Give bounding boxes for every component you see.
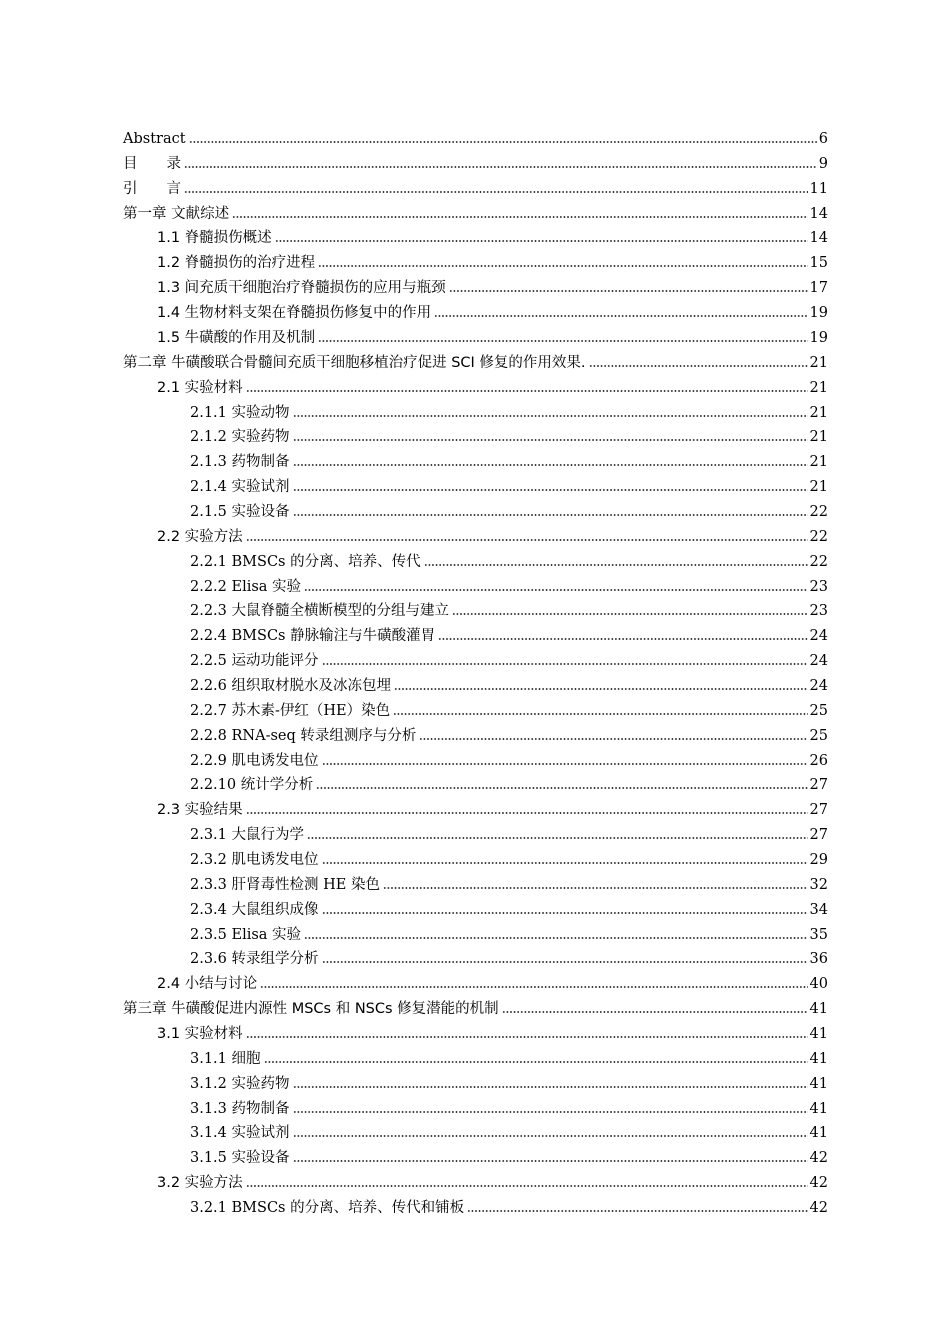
toc-entry-title: 3.1.3 药物制备: [190, 1100, 290, 1117]
toc-page-number: 25: [809, 702, 828, 719]
dot-leader: [293, 1134, 808, 1138]
toc-entry[interactable]: [190, 920, 828, 944]
toc-entry[interactable]: [190, 671, 828, 695]
toc-page-number: 24: [809, 628, 828, 645]
toc-entry[interactable]: [190, 1044, 828, 1068]
toc-entry-title: 2.3.5 Elisa 实验: [190, 926, 302, 943]
toc-entry[interactable]: [190, 770, 828, 794]
dot-leader: [589, 364, 808, 368]
dot-leader: [322, 762, 808, 766]
toc-entry-title: 3.1 实验材料: [157, 1026, 243, 1042]
dot-leader: [438, 637, 807, 641]
toc-entry-title: 1.1 脊髓损伤概述: [157, 230, 272, 247]
toc-page-number: 27: [809, 777, 828, 794]
toc-entry-title: 2.2.10 统计学分析: [190, 777, 314, 794]
toc-entry-title: 目 录: [123, 155, 181, 172]
dot-leader: [467, 1209, 807, 1213]
toc-entry-title: 2.1.4 实验试剂: [190, 479, 290, 495]
dot-leader: [322, 911, 808, 915]
toc-entry-title: 2.2.1 BMSCs 的分离、培养、传代: [190, 553, 421, 570]
toc-entry-title: 2.2.9 肌电诱发电位: [190, 752, 319, 769]
dot-leader: [246, 1184, 808, 1188]
toc-page-number: 42: [809, 1175, 828, 1192]
dot-leader: [232, 215, 807, 219]
toc-entry[interactable]: [190, 944, 828, 968]
dot-leader: [419, 737, 807, 741]
dot-leader: [293, 1085, 808, 1089]
toc-entry-title: 2.1.2 实验药物: [190, 429, 290, 446]
dot-leader: [424, 563, 808, 567]
dot-leader: [394, 687, 808, 691]
toc-entry-title: 2.1.3 药物制备: [190, 454, 290, 471]
toc-entry-title: 2.1.1 实验动物: [190, 404, 290, 421]
dot-leader: [322, 662, 808, 666]
toc-page-number: 32: [809, 876, 828, 893]
toc-page-number: 41: [809, 1001, 828, 1018]
toc-entry[interactable]: [190, 646, 828, 670]
toc-page-number: 19: [809, 329, 828, 346]
toc-entry-title: 2.3 实验结果: [157, 802, 243, 819]
dot-leader: [383, 886, 808, 890]
toc-entry[interactable]: [190, 547, 828, 571]
dot-leader: [293, 414, 808, 418]
toc-page-number: 27: [809, 827, 828, 844]
dot-leader: [246, 811, 808, 815]
toc-entry-title: 3.1.1 细胞: [190, 1050, 261, 1067]
dot-leader: [293, 463, 808, 467]
dot-leader: [322, 861, 808, 865]
toc-entry[interactable]: [157, 795, 828, 819]
toc-entry[interactable]: [190, 696, 828, 720]
toc-page-number: 41: [809, 1075, 828, 1092]
dot-leader: [393, 712, 807, 716]
toc-page-number: 36: [809, 951, 828, 968]
toc-entry[interactable]: [123, 348, 828, 372]
toc-entry-title: 2.2.6 组织取材脱水及冰冻包埋: [190, 677, 392, 694]
toc-page-number: 24: [809, 677, 828, 694]
toc-page-number: 29: [809, 851, 828, 868]
toc-entry[interactable]: [123, 174, 828, 198]
toc-entry-title: 2.3.6 转录组学分析: [190, 951, 319, 968]
toc-page-number: 21: [809, 454, 828, 471]
toc-page-number: 9: [818, 155, 828, 172]
dot-leader: [304, 588, 807, 592]
toc-page-number: 22: [809, 528, 828, 545]
toc-page-number: 21: [809, 479, 828, 495]
toc-entry[interactable]: [190, 845, 828, 869]
dot-leader: [449, 289, 808, 293]
dot-leader: [304, 936, 807, 940]
toc-entry-title: 2.2.8 RNA-seq 转录组测序与分析: [190, 727, 417, 744]
toc-entry-title: 第一章 文献综述: [123, 205, 230, 222]
dot-leader: [293, 488, 808, 492]
toc-entry-title: 3.1.5 实验设备: [190, 1150, 290, 1167]
toc-entry[interactable]: [157, 969, 828, 993]
toc-entry[interactable]: [123, 199, 828, 223]
dot-leader: [275, 239, 808, 243]
toc-entry-title: 2.2.5 运动功能评分: [190, 653, 319, 670]
toc-entry[interactable]: [157, 323, 828, 347]
toc-entry[interactable]: [157, 522, 828, 546]
toc-entry[interactable]: [190, 746, 828, 770]
toc-entry-title: 2.4 小结与讨论: [157, 976, 258, 993]
toc-page-number: 42: [809, 1150, 828, 1167]
toc-entry[interactable]: [190, 497, 828, 521]
toc-entry[interactable]: [190, 870, 828, 894]
toc-entry[interactable]: [190, 447, 828, 471]
toc-entry-title: 2.3.2 肌电诱发电位: [190, 851, 319, 868]
toc-page-number: 17: [809, 280, 828, 297]
toc-entry-title: 3.1.2 实验药物: [190, 1075, 290, 1092]
toc-entry-title: 1.3 间充质干细胞治疗脊髓损伤的应用与瓶颈: [157, 280, 446, 297]
toc-entry-title: 3.1.4 实验试剂: [190, 1125, 290, 1142]
toc-entry[interactable]: [190, 820, 828, 844]
toc-entry[interactable]: [190, 1069, 828, 1093]
dot-leader: [318, 264, 807, 268]
toc-entry[interactable]: [190, 1094, 828, 1118]
toc-page-number: 21: [809, 379, 828, 396]
dot-leader: [322, 960, 808, 964]
toc-page-number: 42: [809, 1200, 828, 1216]
toc-entry[interactable]: [190, 895, 828, 919]
toc-entry-title: 2.1 实验材料: [157, 379, 243, 396]
toc-page-number: 21: [809, 429, 828, 446]
toc-entry-title: 3.2.1 BMSCs 的分离、培养、传代和铺板: [190, 1200, 465, 1216]
toc-page-number: 11: [809, 180, 828, 197]
toc-entry[interactable]: [157, 1168, 828, 1192]
dot-leader: [293, 1110, 808, 1114]
toc-entry-title: 第三章 牛磺酸促进内源性 MSCs 和 NSCs 修复潜能的机制: [123, 1001, 499, 1018]
toc-entry-title: 3.2 实验方法: [157, 1175, 243, 1192]
toc-page-number: 23: [809, 603, 828, 620]
toc-page-number: 27: [809, 802, 828, 819]
toc-entry-title: 1.2 脊髓损伤的治疗进程: [157, 255, 316, 272]
toc-entry[interactable]: [157, 248, 828, 272]
toc-page-number: 35: [809, 926, 828, 943]
toc-entry-title: 第二章 牛磺酸联合骨髓间充质干细胞移植治疗促进 SCI 修复的作用效果.: [123, 354, 586, 371]
dot-leader: [184, 190, 808, 194]
toc-entry-title: 2.2.3 大鼠脊髓全横断模型的分组与建立: [190, 603, 450, 620]
dot-leader: [293, 1159, 808, 1163]
toc-entry[interactable]: [190, 422, 828, 446]
toc-page-number: 21: [809, 354, 828, 371]
toc-entry[interactable]: [157, 273, 828, 297]
toc-page-number: 41: [809, 1026, 828, 1042]
dot-leader: [246, 389, 808, 393]
toc-entry[interactable]: [190, 1143, 828, 1167]
toc-page-number: 24: [809, 653, 828, 670]
dot-leader: [502, 1010, 808, 1014]
toc-entry[interactable]: [157, 373, 828, 397]
toc-page-number: 6: [818, 131, 828, 147]
toc-entry[interactable]: [190, 572, 828, 596]
toc-page-number: 21: [809, 404, 828, 421]
toc-entry[interactable]: [190, 621, 828, 645]
dot-leader: [293, 513, 808, 517]
toc-page-number: 19: [809, 305, 828, 321]
toc-entry-title: 2.1.5 实验设备: [190, 503, 290, 520]
toc-entry-title: 1.4 生物材料支架在脊髓损伤修复中的作用: [157, 305, 432, 321]
toc-entry[interactable]: [190, 596, 828, 620]
toc-page-number: 34: [809, 901, 828, 918]
dot-leader: [184, 165, 817, 169]
dot-leader: [434, 314, 807, 318]
dot-leader: [246, 1035, 808, 1039]
dot-leader: [189, 140, 817, 144]
dot-leader: [318, 339, 807, 343]
toc-entry-title: 引 言: [123, 180, 181, 197]
toc-entry[interactable]: [123, 149, 828, 173]
toc-page-number: 26: [809, 752, 828, 769]
dot-leader: [246, 538, 808, 542]
toc-page-number: 23: [809, 578, 828, 595]
toc-entry[interactable]: [190, 472, 828, 496]
toc-entry[interactable]: [123, 994, 828, 1018]
toc-entry-title: 2.2 实验方法: [157, 528, 243, 545]
dot-leader: [452, 612, 808, 616]
toc-entry[interactable]: [190, 721, 828, 745]
toc-page-number: 15: [809, 255, 828, 272]
dot-leader: [307, 836, 808, 840]
toc-entry[interactable]: [157, 223, 828, 247]
toc-entry[interactable]: [190, 1118, 828, 1142]
toc-entry[interactable]: [157, 1019, 828, 1043]
toc-entry-title: Abstract: [123, 131, 186, 147]
toc-entry[interactable]: [123, 124, 828, 148]
toc-entry-title: 2.2.7 苏木素-伊红（HE）染色: [190, 702, 391, 719]
dot-leader: [293, 438, 808, 442]
toc-entry-title: 2.3.1 大鼠行为学: [190, 827, 305, 844]
toc-page-number: 40: [809, 976, 828, 993]
toc-page-number: 41: [809, 1125, 828, 1142]
toc-entry-title: 1.5 牛磺酸的作用及机制: [157, 329, 316, 346]
dot-leader: [264, 1060, 808, 1064]
toc-entry-title: 2.2.2 Elisa 实验: [190, 578, 302, 595]
toc-entry[interactable]: [190, 398, 828, 422]
toc-page-number: 25: [809, 727, 828, 744]
dot-leader: [316, 786, 807, 790]
toc-page-number: 22: [809, 503, 828, 520]
toc-page-number: 14: [809, 230, 828, 247]
toc-page-number: 41: [809, 1050, 828, 1067]
dot-leader: [260, 985, 807, 989]
toc-entry-title: 2.3.4 大鼠组织成像: [190, 901, 319, 918]
toc-page-number: 22: [809, 553, 828, 570]
toc-entry-title: 2.2.4 BMSCs 静脉输注与牛磺酸灌胃: [190, 628, 436, 645]
toc-entry[interactable]: [190, 1193, 828, 1217]
toc-page-number: 14: [809, 205, 828, 222]
toc-page-number: 41: [809, 1100, 828, 1117]
toc-entry[interactable]: [157, 298, 828, 322]
toc-entry-title: 2.3.3 肝肾毒性检测 HE 染色: [190, 876, 380, 893]
